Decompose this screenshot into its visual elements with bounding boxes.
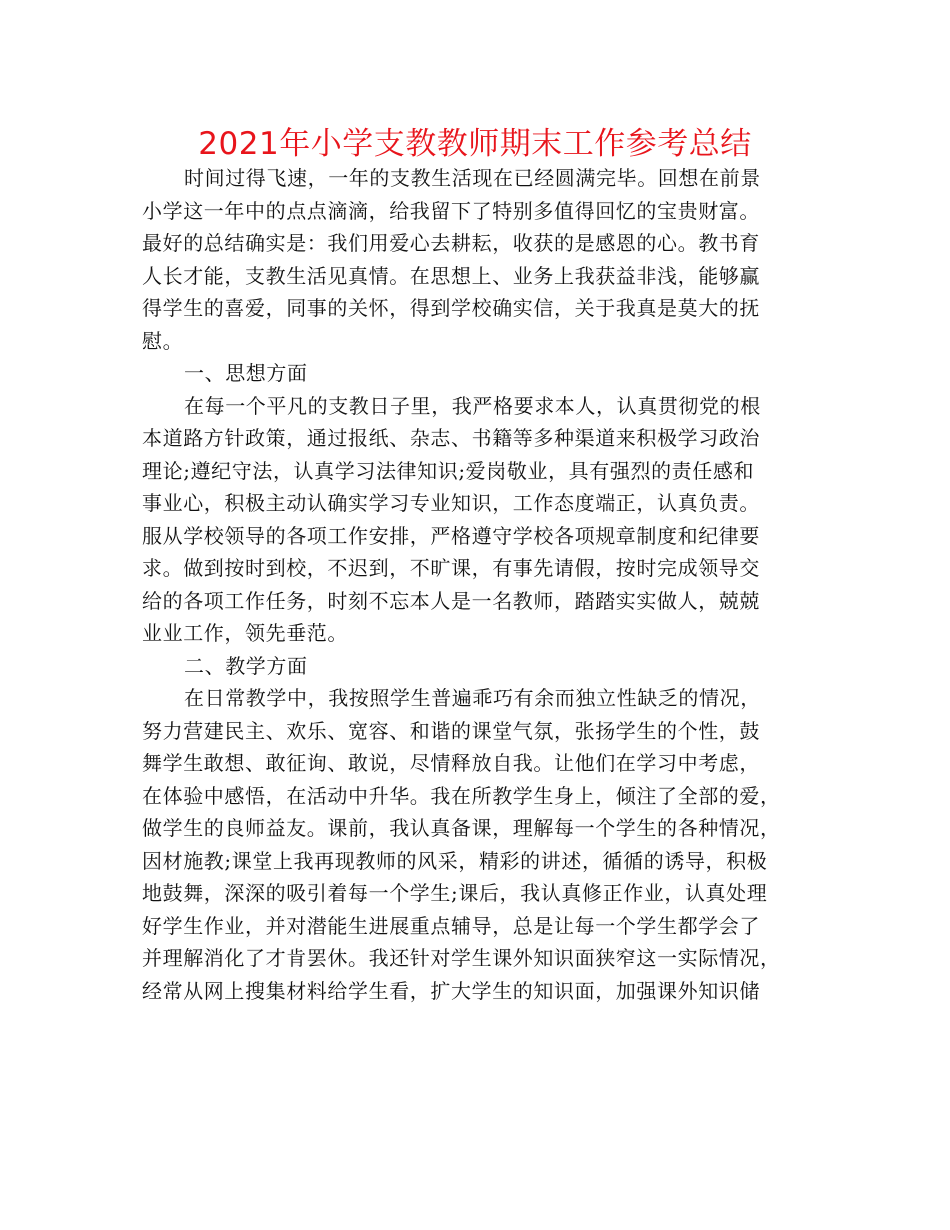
paragraph-line: 业业工作，领先垂范。 (142, 621, 348, 645)
paragraph-line: 舞学生敢想、敢征询、敢说，尽情释放自我。让他们在学习中考虑， (142, 751, 760, 775)
paragraph-line: 求。做到按时到校，不迟到，不旷课，有事先请假，按时完成领导交 (142, 556, 760, 580)
paragraph-line: 人长才能，支教生活见真情。在思想上、业务上我获益非浅，能够赢 (142, 263, 760, 288)
paragraph-line: 得学生的喜爱，同事的关怀，得到学校确实信，关于我真是莫大的抚 (142, 296, 760, 320)
paragraph-line: 经常从网上搜集材料给学生看，扩大学生的知识面，加强课外知识储 (142, 978, 760, 1003)
paragraph-line: 服从学校领导的各项工作安排，严格遵守学校各项规章制度和纪律要 (142, 523, 760, 548)
paragraph-line: 慰。 (142, 328, 184, 353)
document-title: 2021年小学支教教师期末工作参考总结 (198, 126, 752, 162)
paragraph-line: 事业心，积极主动认确实学习专业知识，工作态度端正，认真负责。 (142, 491, 760, 515)
paragraph-line: 努力营建民主、欢乐、宽容、和谐的课堂气氛，张扬学生的个性，鼓 (142, 718, 760, 743)
paragraph-line: 在体验中感悟，在活动中升华。我在所教学生身上，倾注了全部的爱， (142, 783, 781, 808)
paragraph-line: 最好的总结确实是：我们用爱心去耕耘，收获的是感恩的心。教书育 (142, 231, 760, 255)
paragraph-line: 本道路方针政策，通过报纸、杂志、书籍等多种渠道来积极学习政治 (142, 426, 760, 450)
paragraph-line: 好学生作业，并对潜能生进展重点辅导，总是让每一个学生都学会了 (142, 913, 760, 938)
document-body (142, 162, 832, 1007)
paragraph-line: 理论;遵纪守法，认真学习法律知识;爱岗敬业，具有强烈的责任感和 (142, 458, 755, 483)
paragraph-line: 给的各项工作任务，时刻不忘本人是一名教师，踏踏实实做人，兢兢 (142, 588, 760, 613)
paragraph-line: 小学这一年中的点点滴滴，给我留下了特别多值得回忆的宝贵财富。 (142, 198, 760, 223)
paragraph-line: 一、思想方面 (184, 361, 308, 385)
paragraph-line: 在日常教学中，我按照学生普遍乖巧有余而独立性缺乏的情况， (184, 686, 761, 710)
paragraph-line: 二、教学方面 (184, 653, 308, 678)
paragraph-line: 做学生的良师益友。课前，我认真备课，理解每一个学生的各种情况， (142, 816, 781, 840)
paragraph-line: 地鼓舞，深深的吸引着每一个学生;课后，我认真修正作业，认真处理 (142, 881, 768, 905)
paragraph-line: 在每一个平凡的支教日子里，我严格要求本人，认真贯彻党的根 (184, 393, 761, 418)
paragraph-line: 并理解消化了才肯罢休。我还针对学生课外知识面狭窄这一实际情况， (142, 946, 781, 970)
paragraph-line: 因材施教;课堂上我再现教师的风采，精彩的讲述，循循的诱导，积极 (142, 848, 768, 873)
paragraph-line: 时间过得飞速，一年的支教生活现在已经圆满完毕。回想在前景 (184, 166, 761, 190)
